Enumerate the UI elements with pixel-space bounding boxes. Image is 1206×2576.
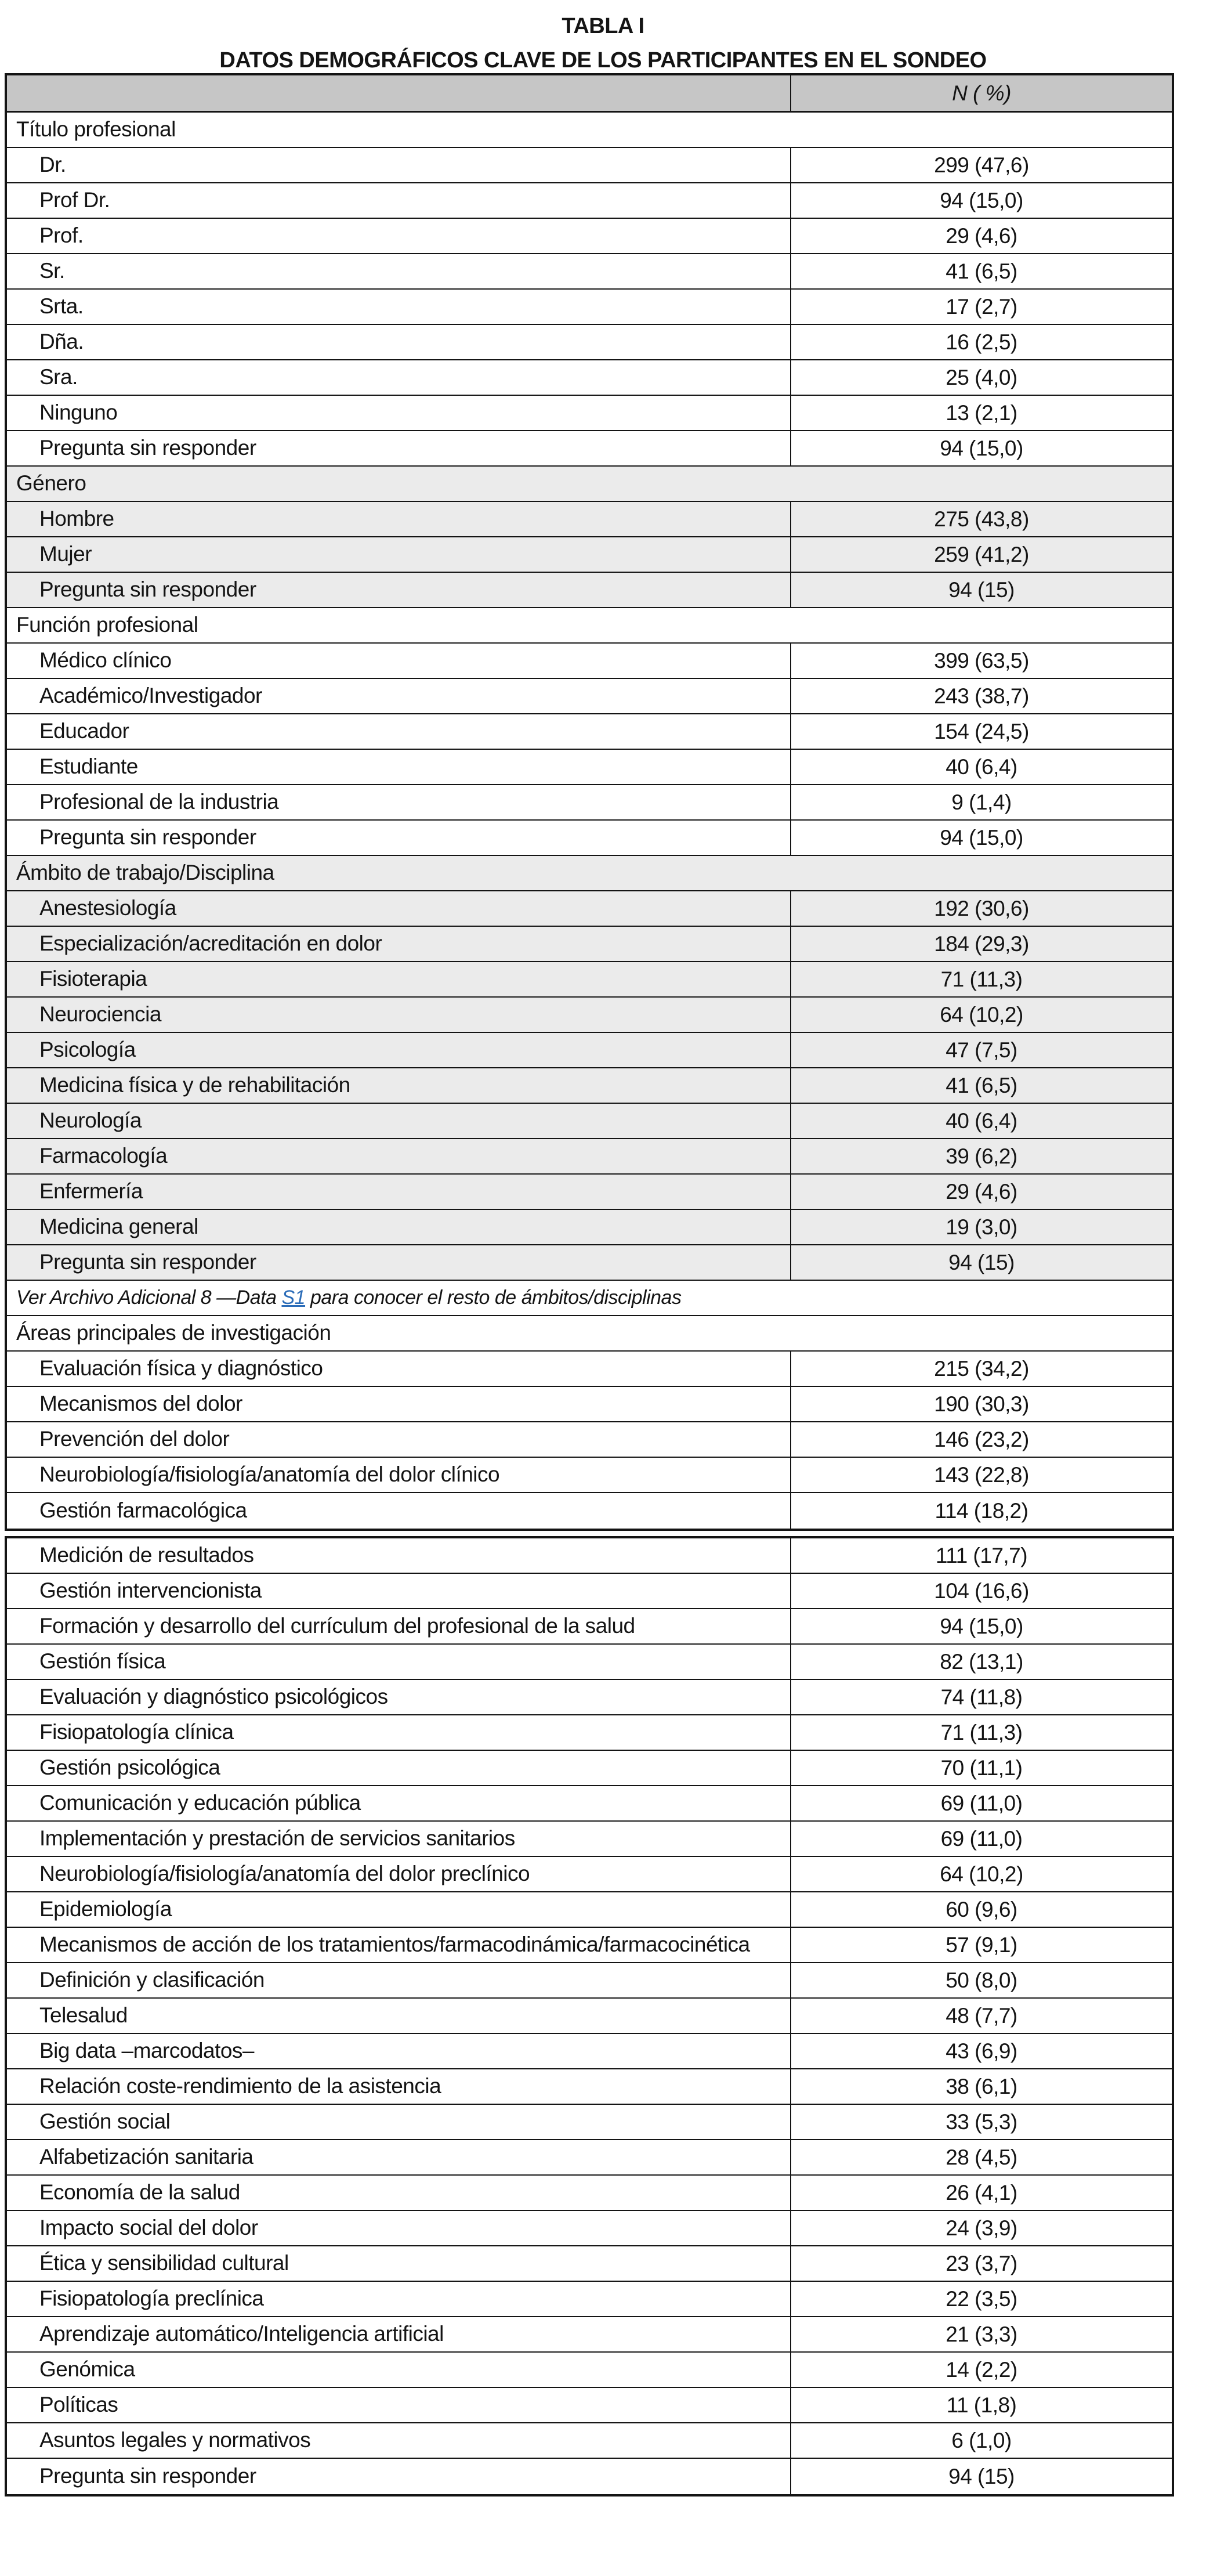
table-rows-part-2 — [7, 1538, 1172, 2494]
row-label: Alfabetización sanitaria — [7, 2140, 791, 2174]
table-row — [7, 1352, 1172, 1387]
table-row — [7, 2353, 1172, 2388]
row-value: 143 (22,8) — [934, 1462, 1029, 1487]
row-value: 192 (30,6) — [934, 896, 1029, 920]
table-row — [7, 1104, 1172, 1139]
row-value: 64 (10,2) — [940, 1002, 1023, 1027]
table-row — [7, 1538, 1172, 1574]
table-row — [7, 644, 1172, 679]
row-label: Mujer — [7, 537, 791, 572]
table-row — [7, 927, 1172, 962]
table-row — [7, 2388, 1172, 2423]
row-value: 48 (7,7) — [946, 2003, 1017, 2028]
table-row — [7, 148, 1172, 183]
row-value: 94 (15) — [948, 1250, 1015, 1274]
row-label: Pregunta sin responder — [7, 821, 791, 855]
row-label: Prevención del dolor — [7, 1422, 791, 1457]
table-row — [7, 2459, 1172, 2494]
table-row — [7, 431, 1172, 467]
row-value: 71 (11,3) — [940, 1720, 1023, 1744]
table-row — [7, 1892, 1172, 1928]
row-value: 299 (47,6) — [934, 153, 1029, 177]
row-value: 29 (4,6) — [946, 223, 1017, 248]
row-value: 11 (1,8) — [946, 2393, 1017, 2417]
row-label: Anestesiología — [7, 891, 791, 926]
section-row — [7, 1316, 1172, 1352]
row-label: Educador — [7, 714, 791, 749]
table-row — [7, 2176, 1172, 2211]
note-suffix: para conocer el resto de ámbitos/disciplinas — [305, 1287, 682, 1309]
row-value: 104 (16,6) — [934, 1578, 1029, 1603]
table-row — [7, 2069, 1172, 2105]
row-label: Gestión psicológica — [7, 1751, 791, 1785]
row-value: 24 (3,9) — [946, 2216, 1017, 2240]
row-value: 33 (5,3) — [946, 2109, 1017, 2134]
table-row — [7, 1609, 1172, 1645]
row-label: Telesalud — [7, 1999, 791, 2033]
table-row — [7, 2140, 1172, 2176]
section-label: Ámbito de trabajo/Disciplina — [16, 861, 274, 885]
row-label: Políticas — [7, 2388, 791, 2422]
row-value: 41 (6,5) — [946, 1073, 1017, 1097]
row-value: 94 (15) — [948, 2464, 1015, 2488]
note-prefix: Ver Archivo Adicional 8 —Data — [16, 1287, 282, 1309]
section-label: Áreas principales de investigación — [16, 1321, 331, 1345]
row-value: 40 (6,4) — [946, 1108, 1017, 1133]
table-row — [7, 396, 1172, 431]
section-label: Título profesional — [16, 117, 176, 142]
row-value: 259 (41,2) — [934, 542, 1029, 566]
row-label: Pregunta sin responder — [7, 2459, 791, 2494]
page-subtitle: DATOS DEMOGRÁFICOS CLAVE DE LOS PARTICIPANTES EN EL SONDEO — [219, 48, 987, 73]
row-label: Pregunta sin responder — [7, 573, 791, 607]
row-label: Fisiopatología preclínica — [7, 2282, 791, 2316]
table-row — [7, 891, 1172, 927]
row-value: 29 (4,6) — [946, 1179, 1017, 1204]
table-row — [7, 290, 1172, 325]
row-label: Evaluación física y diagnóstico — [7, 1352, 791, 1386]
row-value: 39 (6,2) — [946, 1144, 1017, 1168]
table-row — [7, 2211, 1172, 2246]
row-label: Prof Dr. — [7, 183, 791, 218]
row-label: Mecanismos del dolor — [7, 1387, 791, 1421]
row-value: 94 (15,0) — [940, 1614, 1023, 1638]
table-row — [7, 998, 1172, 1033]
row-value: 184 (29,3) — [934, 931, 1029, 956]
row-label: Farmacología — [7, 1139, 791, 1173]
row-value: 71 (11,3) — [940, 967, 1023, 991]
row-label: Formación y desarrollo del currículum del profesional de la salud — [7, 1609, 791, 1643]
section-label: Función profesional — [16, 613, 198, 637]
row-label: Definición y clasificación — [7, 1963, 791, 1997]
row-value: 40 (6,4) — [946, 754, 1017, 779]
row-label: Ninguno — [7, 396, 791, 430]
row-label: Neurobiología/​fisiología/​anatomía del dolor preclínico — [7, 1857, 791, 1891]
row-label: Neurobiología/​fisiología/​anatomía del dolor clínico — [7, 1458, 791, 1492]
row-label: Hombre — [7, 502, 791, 536]
row-label: Genómica — [7, 2353, 791, 2387]
table-row — [7, 1645, 1172, 1680]
row-value: 28 (4,5) — [946, 2145, 1017, 2169]
table-row — [7, 1068, 1172, 1104]
row-label: Neurología — [7, 1104, 791, 1138]
row-label: Sr. — [7, 254, 791, 288]
table-row — [7, 502, 1172, 537]
row-label: Fisiopatología clínica — [7, 1715, 791, 1750]
row-label: Gestión intervencionista — [7, 1574, 791, 1608]
row-label: Economía de la salud — [7, 2176, 791, 2210]
table-row — [7, 1857, 1172, 1892]
table-row — [7, 219, 1172, 254]
row-label: Big data –marcodatos– — [7, 2034, 791, 2068]
note-text — [7, 1281, 1172, 1315]
row-label: Comunicación y educación pública — [7, 1786, 791, 1820]
row-value: 26 (4,1) — [946, 2180, 1017, 2205]
table-row — [7, 2105, 1172, 2140]
row-value: 43 (6,9) — [946, 2039, 1017, 2063]
table-row — [7, 573, 1172, 608]
table-row — [7, 785, 1172, 821]
note-row — [7, 1281, 1172, 1316]
table-row — [7, 1928, 1172, 1963]
row-value: 154 (24,5) — [934, 719, 1029, 743]
row-value: 146 (23,2) — [934, 1427, 1029, 1451]
row-label: Fisioterapia — [7, 962, 791, 996]
table-caption — [0, 0, 1206, 73]
table-row — [7, 821, 1172, 856]
table-row — [7, 2282, 1172, 2317]
row-label: Gestión física — [7, 1645, 791, 1679]
demographics-table-part-2 — [5, 1536, 1174, 2496]
row-value: 215 (34,2) — [934, 1356, 1029, 1381]
page-title: TABLA I — [562, 14, 644, 38]
table-row — [7, 2246, 1172, 2282]
table-row — [7, 1458, 1172, 1493]
row-value: 14 (2,2) — [946, 2357, 1017, 2382]
table-row — [7, 1210, 1172, 1245]
row-value: 399 (63,5) — [934, 648, 1029, 673]
row-label: Medicina general — [7, 1210, 791, 1244]
section-row — [7, 608, 1172, 644]
table-row — [7, 1139, 1172, 1175]
table-row — [7, 1822, 1172, 1857]
row-label: Especialización/​acreditación en dolor — [7, 927, 791, 961]
row-label: Estudiante — [7, 750, 791, 784]
row-value: 22 (3,5) — [946, 2286, 1017, 2311]
row-value: 111 (17,7) — [935, 1543, 1028, 1567]
row-value: 82 (13,1) — [940, 1649, 1023, 1674]
row-label: Ética y sensibilidad cultural — [7, 2246, 791, 2281]
table-row — [7, 1175, 1172, 1210]
row-label: Neurociencia — [7, 998, 791, 1032]
row-label: Relación coste-rendimiento de la asistencia — [7, 2069, 791, 2104]
row-value: 64 (10,2) — [940, 1862, 1023, 1886]
row-value: 74 (11,8) — [940, 1685, 1023, 1709]
row-value: 6 (1,0) — [951, 2428, 1012, 2452]
section-row — [7, 467, 1172, 502]
table-row — [7, 537, 1172, 573]
row-label: Prof. — [7, 219, 791, 253]
table-row — [7, 254, 1172, 290]
row-value: 190 (30,3) — [934, 1392, 1029, 1416]
row-value: 60 (9,6) — [946, 1897, 1017, 1921]
section-row — [7, 856, 1172, 891]
row-label: Srta. — [7, 290, 791, 324]
row-label: Mecanismos de acción de los tratamientos/​farmacodinámica/​farmacocinética — [7, 1928, 791, 1962]
row-label: Académico/​Investigador — [7, 679, 791, 713]
table-row — [7, 360, 1172, 396]
row-value: 69 (11,0) — [940, 1791, 1023, 1815]
table-rows-part-1 — [7, 113, 1172, 1529]
table-row — [7, 1493, 1172, 1529]
row-label: Pregunta sin responder — [7, 1245, 791, 1280]
table-row — [7, 1999, 1172, 2034]
table-row — [7, 2034, 1172, 2069]
row-label: Medición de resultados — [7, 1538, 791, 1573]
row-label: Dr. — [7, 148, 791, 182]
table-row — [7, 1033, 1172, 1068]
table-row — [7, 679, 1172, 714]
table-row — [7, 750, 1172, 785]
data-s1-link[interactable]: S1 — [281, 1287, 306, 1309]
table-row — [7, 1751, 1172, 1786]
row-value: 13 (2,1) — [946, 400, 1017, 425]
table-row — [7, 714, 1172, 750]
row-value: 9 (1,4) — [951, 790, 1012, 814]
row-value: 38 (6,1) — [946, 2074, 1017, 2098]
row-value: 94 (15,0) — [940, 188, 1023, 212]
row-value: 114 (18,2) — [935, 1498, 1028, 1523]
section-row — [7, 113, 1172, 148]
table-row — [7, 1680, 1172, 1715]
table-row — [7, 1387, 1172, 1422]
row-value: 94 (15,0) — [940, 825, 1023, 850]
row-value: 21 (3,3) — [946, 2322, 1017, 2346]
table-row — [7, 1574, 1172, 1609]
row-label: Medicina física y de rehabilitación — [7, 1068, 791, 1103]
row-label: Epidemiología — [7, 1892, 791, 1927]
table-row — [7, 1786, 1172, 1822]
section-label: Género — [16, 471, 86, 496]
row-value: 25 (4,0) — [946, 365, 1017, 389]
row-label: Dña. — [7, 325, 791, 359]
row-label: Impacto social del dolor — [7, 2211, 791, 2245]
table-row — [7, 2317, 1172, 2353]
table-row — [7, 1715, 1172, 1751]
row-label: Profesional de la industria — [7, 785, 791, 819]
row-label: Aprendizaje automático/​Inteligencia artificial — [7, 2317, 791, 2351]
table-row — [7, 1963, 1172, 1999]
row-value: 17 (2,7) — [946, 294, 1017, 319]
row-value: 50 (8,0) — [946, 1968, 1017, 1992]
table-row — [7, 962, 1172, 998]
row-value: 41 (6,5) — [946, 259, 1017, 283]
row-value: 57 (9,1) — [946, 1932, 1017, 1957]
row-label: Gestión social — [7, 2105, 791, 2139]
row-value: 47 (7,5) — [946, 1038, 1017, 1062]
row-value: 19 (3,0) — [946, 1215, 1017, 1239]
row-value: 94 (15) — [948, 577, 1015, 602]
row-label: Asuntos legales y normativos — [7, 2423, 791, 2458]
row-value: 94 (15,0) — [940, 436, 1023, 460]
row-value: 243 (38,7) — [934, 684, 1029, 708]
table-row — [7, 325, 1172, 360]
row-label: Enfermería — [7, 1175, 791, 1209]
row-label: Psicología — [7, 1033, 791, 1067]
row-value: 69 (11,0) — [940, 1826, 1023, 1851]
row-label: Gestión farmacológica — [7, 1493, 791, 1529]
row-label: Evaluación y diagnóstico psicológicos — [7, 1680, 791, 1714]
row-label: Médico clínico — [7, 644, 791, 678]
column-header-n-pct: N ( %) — [952, 81, 1011, 105]
row-label: Sra. — [7, 360, 791, 395]
table-row — [7, 2423, 1172, 2459]
header-empty-cell — [7, 75, 791, 111]
row-value: 275 (43,8) — [934, 507, 1029, 531]
row-label: Implementación y prestación de servicios sanitarios — [7, 1822, 791, 1856]
table-row — [7, 183, 1172, 219]
table-header-row — [7, 75, 1172, 113]
demographics-table-part-1 — [5, 73, 1174, 1531]
table-row — [7, 1422, 1172, 1458]
row-value: 70 (11,1) — [940, 1755, 1023, 1780]
row-label: Pregunta sin responder — [7, 431, 791, 465]
row-value: 23 (3,7) — [946, 2251, 1017, 2275]
table-row — [7, 1245, 1172, 1281]
row-value: 16 (2,5) — [946, 330, 1017, 354]
